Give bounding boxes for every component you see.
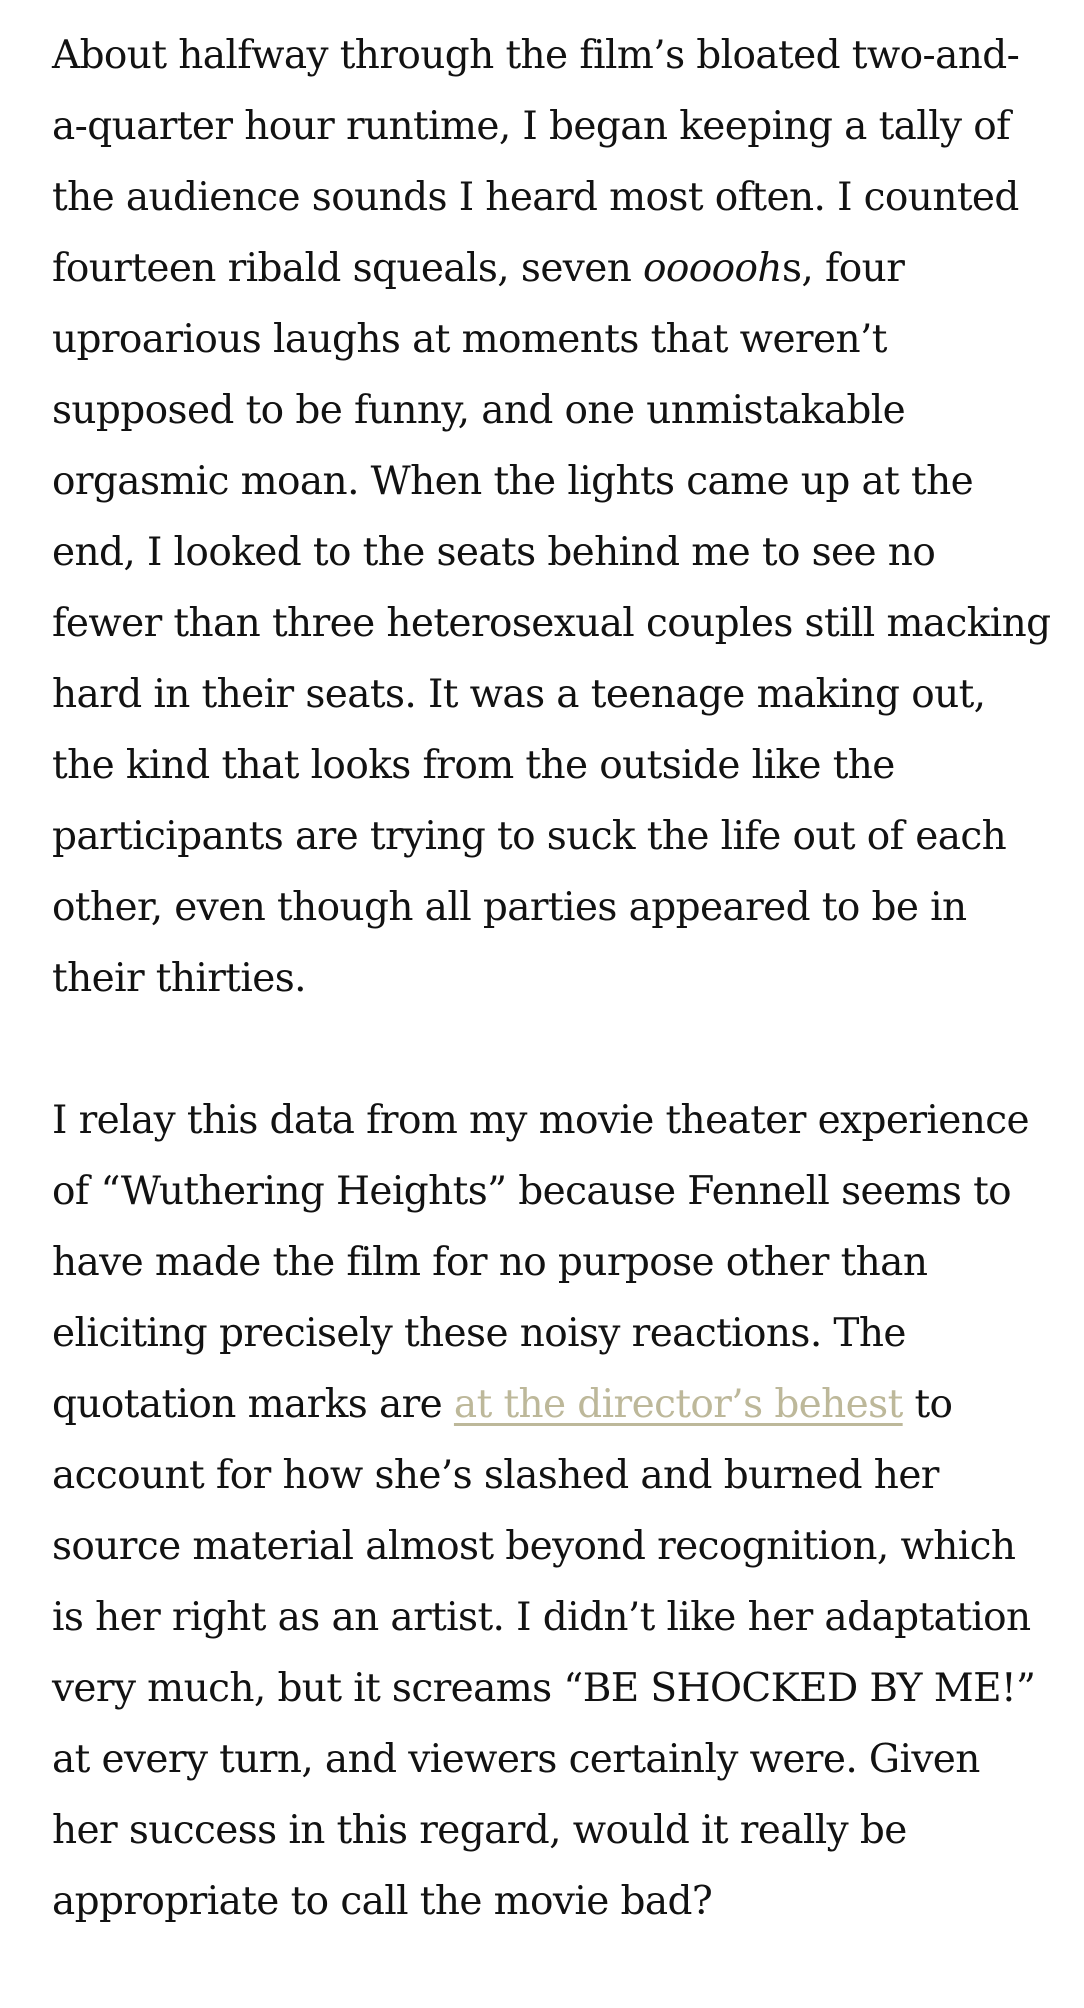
- paragraph-2-text-start: I relay this data from my movie theater experience of “Wuthering Heights” because Fennell seems to have made the film for no purpose other than eliciting precisely these noisy reactions. The quotation marks are: [52, 1098, 1029, 1427]
- paragraph-2: [52, 1085, 1052, 1937]
- article-body: [52, 20, 1052, 2008]
- paragraph-1: [52, 20, 1052, 1014]
- paragraph-1-text-end: s, four uproarious laughs at moments that weren’t supposed to be funny, and one unmistakable orgasmic moan. When the lights came up at the end, I looked to the seats behind me to see no fewer than three heterosexual couples still macking hard in their seats. It was a teenage making out, the kind that looks from the outside like the participants are trying to suck the life out of each other, even though all parties appeared to be in their thirties.: [52, 246, 1051, 1001]
- paragraph-1-text-start: About halfway through the film’s bloated two-and-a-quarter hour runtime, I began keeping a tally of the audience sounds I heard most often. I counted fourteen ribald squeals, seven: [52, 33, 1020, 291]
- directors-behest-link[interactable]: at the director’s behest: [453, 1382, 903, 1427]
- paragraph-2-text-end: to account for how she’s slashed and burned her source material almost beyond recognition, which is her right as an artist. I didn’t like her adaptation very much, but it screams “BE SHOCKED BY ME!” at every turn, and viewers certainly were. Given her success in this regard, would it really be appropriate to call the movie bad?: [52, 1382, 1036, 1924]
- paragraph-1-italic-oooooh: oooooh: [643, 246, 782, 291]
